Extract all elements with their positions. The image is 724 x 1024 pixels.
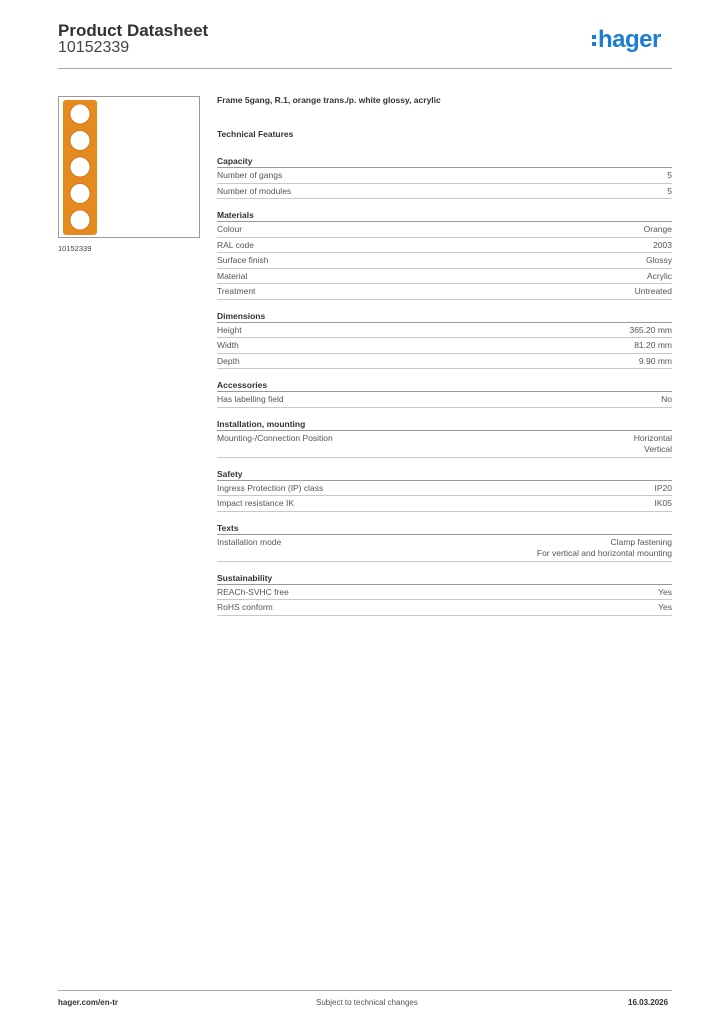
feature-label: Treatment xyxy=(217,286,256,296)
feature-value xyxy=(658,602,672,614)
feature-value xyxy=(667,186,672,198)
section-safety xyxy=(217,468,672,512)
feature-label: Number of gangs xyxy=(217,170,283,180)
feature-value-line: Horizontal xyxy=(633,432,672,443)
section-materials xyxy=(217,209,672,300)
feature-label: Mounting-/Connection Position xyxy=(217,432,333,443)
feature-value-line: 5 xyxy=(667,170,672,180)
feature-label: Number of modules xyxy=(217,185,292,196)
feature-value xyxy=(646,255,672,267)
feature-row xyxy=(217,253,672,269)
feature-value xyxy=(655,498,673,510)
frame-gang-opening xyxy=(70,131,90,151)
feature-row xyxy=(217,284,672,300)
datasheet-content xyxy=(217,95,672,626)
feature-row xyxy=(217,323,672,339)
feature-label: Installation mode xyxy=(217,536,282,547)
logo-text: hager xyxy=(598,26,661,53)
feature-value xyxy=(653,240,672,252)
feature-label: REACh-SVHC free xyxy=(217,586,289,597)
section-title: Texts xyxy=(217,522,672,535)
feature-value-line: 2003 xyxy=(653,239,672,250)
footer-website[interactable]: hager.com/en-tr xyxy=(58,998,119,1007)
feature-value-line: Yes xyxy=(658,602,672,612)
footer-date: 16.03.2026 xyxy=(628,998,669,1007)
feature-value-line: 5 xyxy=(667,185,672,196)
feature-value-line: Orange xyxy=(643,224,672,234)
header-divider xyxy=(58,68,672,69)
feature-row xyxy=(217,585,672,601)
feature-value-line: Clamp fastening xyxy=(610,536,672,547)
hager-logo xyxy=(592,28,661,52)
section-sustainability xyxy=(217,572,672,616)
product-description: Frame 5gang, R.1, orange trans./p. white glossy, acrylic xyxy=(217,95,441,105)
section-title: Accessories xyxy=(217,379,672,392)
feature-row xyxy=(217,600,672,616)
feature-value-line: 365.20 mm xyxy=(629,324,672,335)
feature-row xyxy=(217,535,672,562)
feature-label: Surface finish xyxy=(217,255,269,265)
feature-value-line: IK05 xyxy=(654,498,672,508)
feature-value xyxy=(537,537,672,560)
feature-value xyxy=(639,356,672,368)
feature-row xyxy=(217,269,672,285)
feature-value xyxy=(658,587,672,599)
frame-gang-opening xyxy=(70,104,90,124)
feature-value-line: Yes xyxy=(658,586,672,597)
feature-row xyxy=(217,238,672,254)
section-title: Capacity xyxy=(217,155,672,168)
section-title: Dimensions xyxy=(217,310,672,323)
feature-value xyxy=(647,271,672,283)
section-dimensions xyxy=(217,310,672,370)
feature-value-line: Vertical xyxy=(644,444,672,454)
product-number: 10152339 xyxy=(58,39,130,56)
feature-value xyxy=(661,394,672,406)
product-image xyxy=(58,96,200,238)
feature-label: Width xyxy=(217,340,239,350)
section-title: Safety xyxy=(217,468,672,481)
footer-notice: Subject to technical changes xyxy=(316,998,418,1007)
page-title: Product Datasheet xyxy=(58,21,209,40)
image-caption: 10152339 xyxy=(58,244,92,253)
feature-row xyxy=(217,392,672,408)
feature-label: Impact resistance IK xyxy=(217,498,295,508)
feature-label: Colour xyxy=(217,224,243,234)
frame-illustration xyxy=(62,99,98,236)
feature-label: Ingress Protection (IP) class xyxy=(217,482,324,493)
feature-value-line: 9.90 mm xyxy=(638,355,672,366)
feature-sections xyxy=(217,155,672,616)
feature-label: RoHS conform xyxy=(217,602,273,612)
feature-row xyxy=(217,184,672,200)
feature-label: RAL code xyxy=(217,239,255,250)
feature-label: Has labelling field xyxy=(217,394,284,404)
feature-value-line: Acrylic xyxy=(646,270,672,281)
feature-value xyxy=(655,483,673,495)
feature-value xyxy=(634,340,672,352)
logo-dots-icon xyxy=(592,35,596,46)
feature-label: Material xyxy=(217,270,248,281)
feature-value xyxy=(634,433,672,456)
feature-row xyxy=(217,168,672,184)
feature-value-line: Glossy xyxy=(646,255,672,265)
feature-value-line: 81.20 mm xyxy=(634,340,672,350)
feature-value xyxy=(644,224,672,236)
feature-label: Depth xyxy=(217,355,240,366)
feature-value-line: For vertical and horizontal mounting xyxy=(536,548,672,558)
footer-divider xyxy=(58,990,672,991)
frame-gang-opening xyxy=(70,184,90,204)
section-accessories xyxy=(217,379,672,408)
feature-value xyxy=(635,286,672,298)
section-capacity xyxy=(217,155,672,199)
feature-row xyxy=(217,338,672,354)
feature-value-line: Untreated xyxy=(634,286,672,296)
feature-value xyxy=(667,170,672,182)
feature-row xyxy=(217,481,672,497)
section-title: Materials xyxy=(217,209,672,222)
feature-value-line: No xyxy=(661,394,672,404)
feature-value-line: IP20 xyxy=(654,482,672,493)
feature-row xyxy=(217,354,672,370)
feature-row xyxy=(217,496,672,512)
feature-row xyxy=(217,431,672,458)
section-texts xyxy=(217,522,672,562)
section-installation-mounting xyxy=(217,418,672,458)
frame-gang-opening xyxy=(70,210,90,230)
technical-features-heading: Technical Features xyxy=(217,129,294,139)
feature-label: Height xyxy=(217,324,242,335)
feature-value xyxy=(629,325,672,337)
frame-gang-opening xyxy=(70,157,90,177)
section-title: Installation, mounting xyxy=(217,418,672,431)
feature-row xyxy=(217,222,672,238)
section-title: Sustainability xyxy=(217,572,672,585)
